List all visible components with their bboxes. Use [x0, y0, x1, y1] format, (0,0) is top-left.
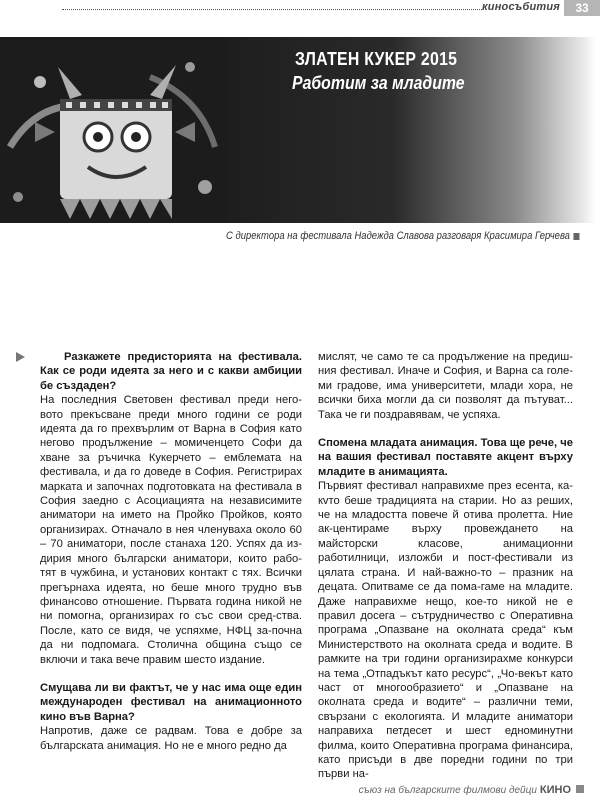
- answer-paragraph: Първият фестивал направихме през есента, ка-кvто беше традицията на старии. Но аз реших, че на младостта повече й отива пролетта. Ние ак-центираме върху провеждането на майсторски класове, анимационни работилници, изложби и пост-фестивали из цялата страна. И най-важно-то – празник на децата. Опитваме се да пома-гаме на младите. Даже направихме нещо, кое-то никой не е правил досега – сътрудничество с Оперативна програма „Опазване на околната среда“ към Министерството на околната среда и водите. В рамките на три години организирахме конкурси на тема „Отпадъкът като ресурс“, „Чо-векът като част от многообразието“ и „Опазване на околната среда и водите“ – различни теми, свързани с екологията. И младите аниматори направиха петдесет и шест едноминутни филма, които Оперативна програма финансира, като присъди в две поредни години по три първи на-: [318, 480, 573, 781]
- section-label: киносъбития: [482, 1, 560, 13]
- square-bullet-icon: [573, 233, 579, 240]
- dotted-rule: [62, 9, 482, 10]
- article-title: ЗЛАТЕН КУКЕР 2015: [295, 49, 458, 69]
- running-header: [0, 0, 600, 18]
- article-subtitle: Работим за младите: [292, 73, 465, 93]
- left-column: [40, 350, 302, 753]
- question-paragraph: Смущава ли ви фактът, че у нас има още един международен фестивал на анимационното кино във Варна?: [40, 681, 302, 723]
- square-bullet-icon: [576, 785, 584, 793]
- credit-text: С директора на фестивала Надежда Славова разговаря Красимира Герчева: [226, 230, 570, 242]
- answer-paragraph: На последния Световен фестивал преди него-вото прекъсване преди много години се роди идеята да го прехвърлим от Варна в София като негово продължение – момиченцето Софи да хване за ръчичка Кукерчето – емблемата на фестивала, и да го доведе в София. Регистрирах марката и започнах подготовката на фестивала в София заедно с Асоциацията на независимите аниматори на името на Пройко Пройков, която организирах. Отначало в нея членуваха около 60 – 70 аниматори, после станаха 120. Успях да из-дирия много български аниматори, които рабо-тят в чужбина, и установих контакт с тях. Всички прегърнаха идеята, но беше много трудно във финансово отношение. Първата година никой не ни помогна, организирах го със свои сред-ства. После, като се видя, че успяхме, НФЦ за-почна да ни подпомага. Столична община също се включи и така вече правим шесто издание.: [40, 394, 302, 666]
- answer-paragraph: Напротив, даже се радвам. Това е добре за българската анимация. Но не е много редно да: [40, 725, 302, 752]
- footer-text: съюз на българските филмови дейци: [358, 785, 537, 796]
- kuker-illustration: [0, 37, 228, 223]
- page-number: 33: [564, 0, 600, 16]
- right-column: [318, 350, 573, 782]
- interview-credit: [226, 230, 570, 242]
- page-footer: [359, 780, 584, 796]
- article-title-block: [232, 37, 590, 223]
- triangle-arrow-icon: [16, 352, 25, 362]
- footer-brand: КИНО: [539, 784, 571, 796]
- answer-paragraph: мислят, че само те са продължение на предиш-ния фестивал. Иначе и София, и Варна са голе-ми градове, има университети, млади хора, не всички биха могли да си позволят да пътуват... Така че ги поздравявам, че успяха.: [318, 351, 573, 421]
- question-paragraph: Спомена младата анимация. Това ще рече, че на вашия фестивал поставяте акцент върху младите в анимацията.: [318, 437, 573, 478]
- question-paragraph: Разкажете предисторията на фестивала. Как се роди идеята за него и с какви амбиции бе създаден?: [40, 350, 302, 393]
- festival-poster-image: [0, 37, 228, 223]
